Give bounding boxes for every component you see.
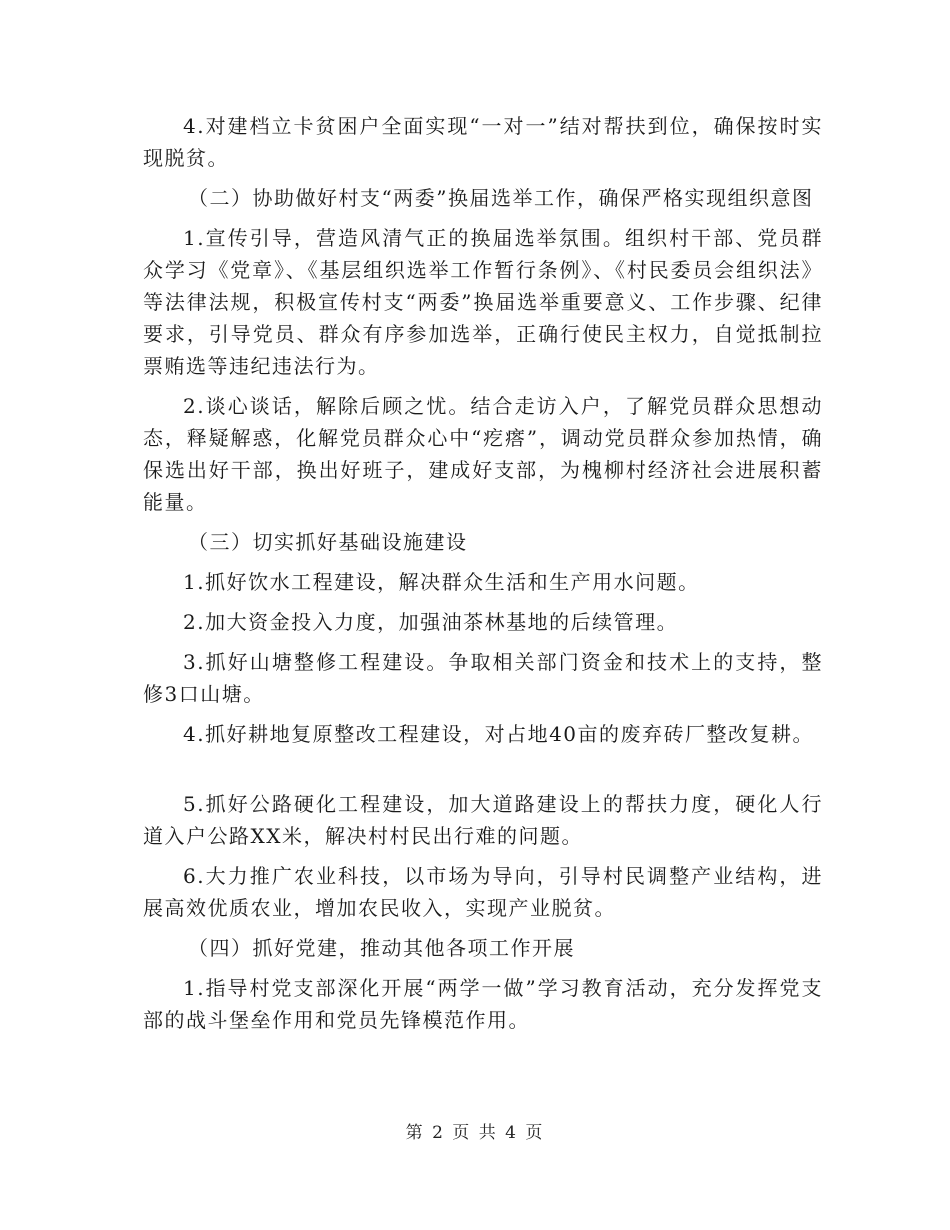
section-heading-2: （二）协助做好村支“两委”换届选举工作，确保严格实现组织意图 <box>188 186 814 210</box>
paragraph-drinking-water: 1.抓好饮水工程建设，解决群众生活和生产用水问题。 <box>183 570 700 594</box>
section-heading-3: （三）切实抓好基础设施建设 <box>188 530 468 554</box>
paragraph-road-hardening: 5.抓好公路硬化工程建设，加大道路建设上的帮扶力度，硬化人行道入户公路XX米，解决村村民出行难的问题。 <box>143 792 823 848</box>
paragraph-mountain-ponds: 3.抓好山塘整修工程建设。争取相关部门资金和技术上的支持，整修3口山塘。 <box>143 650 823 706</box>
paragraph-oil-tea-base: 2.加大资金投入力度，加强油茶林基地的后续管理。 <box>183 610 679 634</box>
paragraph-publicity-guidance: 1.宣传引导，营造风清气正的换届选举氛围。组织村干部、党员群众学习《党章》、《基层组织选举工作暂行条例》、《村民委员会组织法》等法律法规，积极宣传村支“两委”换届选举重要意义、工作步骤、纪律要求，引导党员、群众有序参加选举，正确行使民主权力，自觉抵制拉票贿选等违纪违法行为。 <box>143 226 823 378</box>
paragraph-agricultural-technology: 6.大力推广农业科技，以市场为导向，引导村民调整产业结构，进展高效优质农业，增加农民收入，实现产业脱贫。 <box>143 864 823 920</box>
section-heading-4: （四）抓好党建，推动其他各项工作开展 <box>188 936 575 960</box>
document-body <box>143 110 823 1036</box>
paragraph-heart-to-heart-talks: 2.谈心谈话，解除后顾之忧。结合走访入户，了解党员群众思想动态，释疑解惑，化解党员群众心中“疙瘩”，调动党员群众参加热情，确保选出好干部，换出好班子，建成好支部，为槐柳村经济社会进展积蓄能量。 <box>143 394 823 514</box>
paragraph-item-4-archived-households: 4.对建档立卡贫困户全面实现“一对一”结对帮扶到位，确保按时实现脱贫。 <box>143 114 823 170</box>
paragraph-two-studies-one-action: 1.指导村党支部深化开展“两学一做”学习教育活动，充分发挥党支部的战斗堡垒作用和党员先锋模范作用。 <box>143 976 823 1032</box>
blank-line <box>143 750 823 788</box>
paragraph-farmland-restoration: 4.抓好耕地复原整改工程建设，对占地40亩的废弃砖厂整改复耕。 <box>183 722 815 746</box>
page-number-footer: 第 2 页 共 4 页 <box>405 1123 545 1143</box>
